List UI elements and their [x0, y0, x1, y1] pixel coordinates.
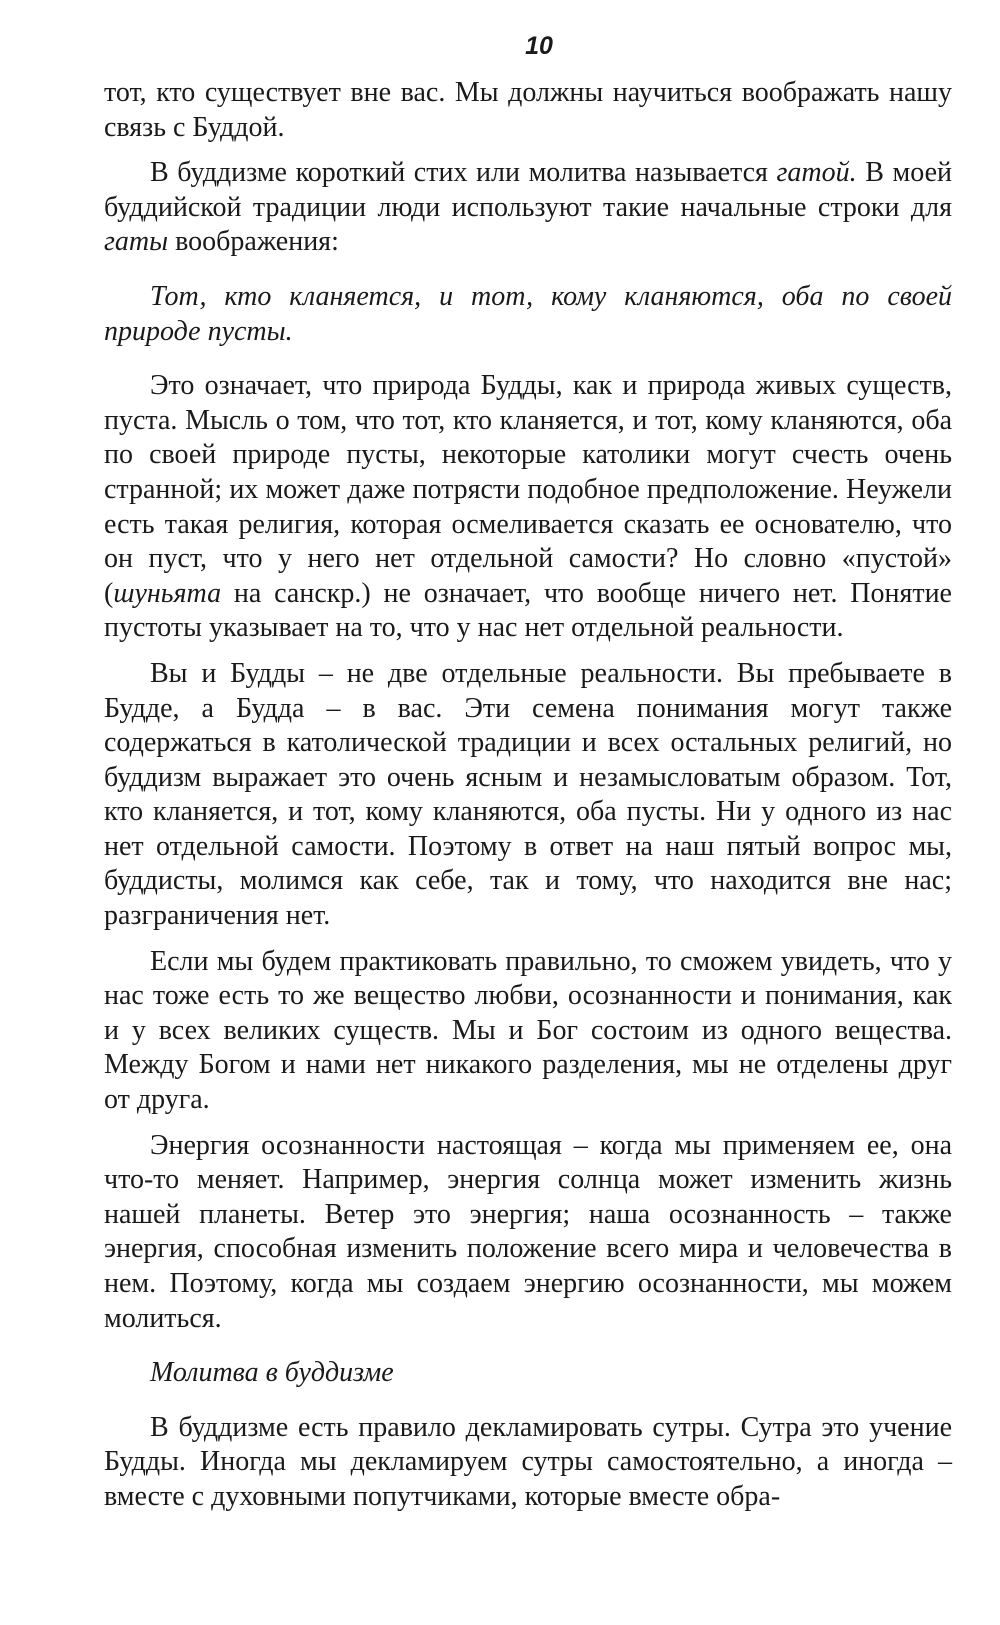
paragraph-5: Если мы будем практиковать правильно, то сможем увидеть, что у нас тоже есть то же вещество любви, осознанности и понимания, как и у всех великих существ. Мы и Бог состоим из одного вещества. Между Богом и нами нет никакого разделения, мы не отделены друг от друга.	[104, 945, 952, 1116]
term-gata: гатой.	[776, 157, 857, 189]
paragraph-2-text-b: В моей буддийской традиции люди используют такие начальные строки для	[104, 157, 952, 223]
paragraph-3	[104, 369, 952, 646]
term-shunyata: шуньята	[113, 577, 222, 609]
paragraph-3-text-b: на санскр.) не означает, что вообще ничего нет. Понятие пустоты указывает на то, что у нас нет отдельной реальности.	[104, 577, 952, 644]
paragraph-2	[104, 156, 952, 260]
paragraph-2-text-a: В буддизме короткий стих или молитва называется	[150, 157, 777, 189]
gatha-quote: Тот, кто кланяется, и тот, кому кланяются, оба по своей природе пусты.	[104, 280, 952, 347]
paragraph-6: Энергия осознанности настоящая – когда мы применяем ее, она что-то меняет. Например, энергия солнца может изменить жизнь нашей планеты. Ветер это энергия; наша осознанность – также энергия, способная изменить положение всего мира и человечества в нем. Поэтому, когда мы создаем энергию осознанности, мы можем молиться.	[104, 1129, 952, 1334]
paragraph-7: В буддизме есть правило декламировать сутры. Сутра это учение Будды. Иногда мы декламируем сутры самостоятельно, а иногда – вместе с духовными попутчиками, которые вместе обра-	[104, 1411, 952, 1512]
book-page	[104, 28, 952, 1515]
paragraph-1: тот, кто существует вне вас. Мы должны научиться воображать нашу связь с Буддой.	[104, 77, 952, 143]
paragraph-3-text-a: Это означает, что природа Будды, как и природа живых существ, пуста. Мысль о том, что тот, кто кланяется, и тот, кому кланяются, оба по своей природе пусты, некоторые католики могут счесть очень странной; их может даже потрясти подобное предположение. Неужели есть такая религия, которая осмеливается сказать ее основателю, что он пуст, что у него нет отдельной самости? Но словно «пустой» (	[104, 370, 952, 609]
paragraph-2-text-c: воображения:	[168, 226, 339, 258]
section-heading: Молитва в буддизме	[150, 1357, 394, 1389]
paragraph-4: Вы и Будды – не две отдельные реальности. Вы пребываете в Будде, а Будда – в вас. Эти семена понимания могут также содержаться в католической традиции и всех остальных религий, но буддизм выражает это очень ясным и незамысловатым образом. Тот, кто кланяется, и тот, кому кланяются, оба пусты. Ни у одного из нас нет отдельной самости. Поэтому в ответ на наш пятый вопрос мы, буддисты, молимся как себе, так и тому, что находится вне нас; разграничения нет.	[104, 657, 952, 932]
page-number: 10	[525, 32, 553, 60]
term-gaty: гаты	[104, 226, 169, 258]
